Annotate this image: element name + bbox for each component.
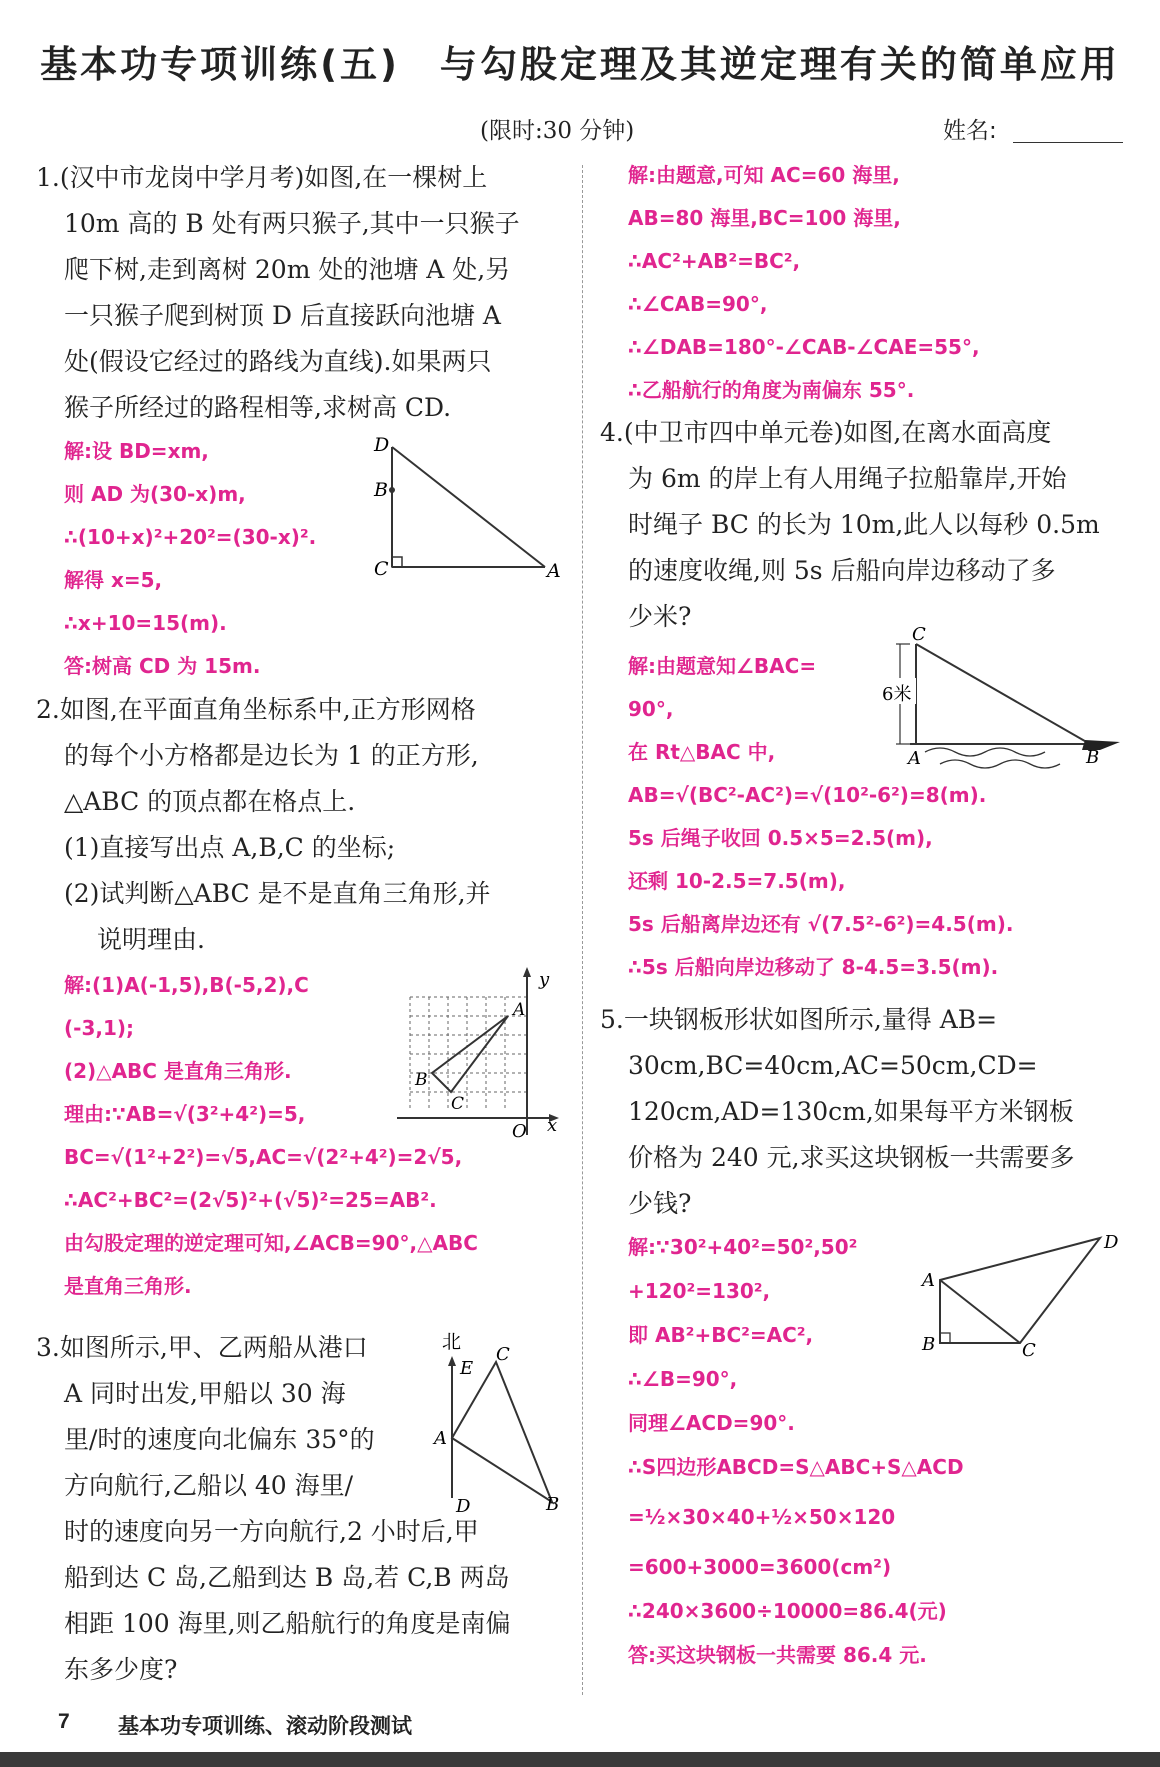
q2-label-x: x xyxy=(547,1115,558,1136)
q5-label-c: C xyxy=(1022,1340,1036,1358)
q2-solution: 解:(1)A(-1,5),B(-5,2),C (-3,1); (2)△ABC 是直角三角形. 理由:∵AB=√(3²+4²)=5, BC=√(1²+2²)=√5,AC=√(2²+4²)=2√5, ∴AC²+BC²=(2√5)²+(√5)²=25=AB². 由勾股定理的逆定理可知,∠ACB=90°,△ABC 是直角三角形. xyxy=(64,973,478,1298)
bottom-bar xyxy=(0,1752,1160,1767)
footer-title: 基本功专项训练、滚动阶段测试 xyxy=(118,1714,412,1738)
q2-label-o: O xyxy=(512,1121,527,1140)
q1-label-d: D xyxy=(374,435,390,456)
q4-label-c: C xyxy=(912,624,926,645)
q1-solution: 解:设 BD=xm, 则 AD 为(30-x)m, ∴(10+x)²+20²=(30-x)². 解得 x=5, ∴x+10=15(m). 答:树高 CD 为 15m. xyxy=(64,439,317,678)
q2-label-y: y xyxy=(539,969,550,990)
column-divider xyxy=(582,165,583,1695)
q2-label-c: C xyxy=(451,1094,465,1114)
q3-label-north: 北 xyxy=(442,1331,462,1353)
q5-label-b: B xyxy=(922,1334,936,1355)
q3-label-e: E xyxy=(460,1358,474,1379)
q5-text: 5.一块钢板形状如图所示,量得 AB= 30cm,BC=40cm,AC=50cm,CD= 120cm,AD=130cm,如果每平方米钢板 价格为 240 元,求买这块钢板一共需要多 少钱? xyxy=(600,1005,1075,1218)
q5-figure xyxy=(920,1228,1130,1358)
q4-figure xyxy=(870,622,1130,772)
q1-label-b: B xyxy=(374,479,388,501)
time-limit: (限时:30 分钟) xyxy=(480,118,635,144)
q5-label-d: D xyxy=(1104,1232,1119,1253)
q3-figure xyxy=(430,1330,575,1520)
q4-label-height: 6米 xyxy=(882,684,912,705)
q4-label-a: A xyxy=(908,748,921,769)
q3-solution: 解:由题意,可知 AC=60 海里, AB=80 海里,BC=100 海里, ∴AC²+AB²=BC², ∴∠CAB=90°, ∴∠DAB=180°-∠CAB-∠CAE=55°, ∴乙船航行的角度为南偏东 55°. xyxy=(628,163,980,402)
page-title: 基本功专项训练(五) 与勾股定理及其逆定理有关的简单应用 xyxy=(40,43,1120,86)
q3-label-a: A xyxy=(434,1428,447,1449)
q3-text: 3.如图所示,甲、乙两船从港口 A 同时出发,甲船以 30 海 里/时的速度向北偏东 35°的 方向航行,乙船以 40 海里/ 时的速度向另一方向航行,2 小时后,甲 船到达 C 岛,乙船到达 B 岛,若 C,B 两岛 相距 100 海里,则乙船航行的角度是南偏 东多少度? xyxy=(36,1333,511,1684)
q3-label-d: D xyxy=(456,1496,471,1517)
q1-text: 1.(汉中市龙岗中学月考)如图,在一棵树上 10m 高的 B 处有两只猴子,其中一只猴子 爬下树,走到离树 20m 处的池塘 A 处,另 一只猴子爬到树顶 D 后直接跃向池塘 A 处(假设它经过的路线为直线).如果两只 猴子所经过的路程相等,求树高 CD. xyxy=(36,163,520,422)
q4-solution: 解:由题意知∠BAC= 90°, 在 Rt△BAC 中, AB=√(BC²-AC²)=√(10²-6²)=8(m). 5s 后绳子收回 0.5×5=2.5(m), 还剩 10-2.5=7.5(m), 5s 后船离岸边还有 √(7.5²-6²)=4.5(m). ∴5s 后船向岸边移动了 8-4.5=3.5(m). xyxy=(628,654,1014,979)
q1-figure xyxy=(370,435,570,585)
q5-label-a: A xyxy=(922,1270,935,1291)
page-number: 7 xyxy=(58,1710,70,1733)
q4-text: 4.(中卫市四中单元卷)如图,在离水面高度 为 6m 的岸上有人用绳子拉船靠岸,开始 时绳子 BC 的长为 10m,此人以每秒 0.5m 的速度收绳,则 5s 后船向岸边移动了多 少米? xyxy=(600,418,1100,631)
name-label: 姓名: xyxy=(943,118,997,144)
name-input-line[interactable] xyxy=(1013,142,1123,143)
q5-solution: 解:∵30²+40²=50²,50² +120²=130², 即 AB²+BC²=AC², ∴∠B=90°, 同理∠ACD=90°. ∴S四边形ABCD=S△ABC+S△ACD =½×30×40+½×50×120 =600+3000=3600(cm²) ∴240×3600÷10000=86.4(元) 答:买这块钢板一共需要 86.4 元. xyxy=(628,1235,964,1667)
q1-label-a: A xyxy=(547,560,561,582)
q2-figure xyxy=(395,965,565,1140)
q2-label-a: A xyxy=(513,1000,526,1020)
q2-text: 2.如图,在平面直角坐标系中,正方形网格 的每个小方格都是边长为 1 的正方形, △ABC 的顶点都在格点上. (1)直接写出点 A,B,C 的坐标; (2)试判断△ABC 是不是直角三角形,并 说明理由. xyxy=(36,695,491,954)
q3-label-c: C xyxy=(496,1344,510,1365)
q4-label-b: B xyxy=(1086,747,1100,768)
q1-label-c: C xyxy=(374,558,389,580)
q3-label-b: B xyxy=(546,1494,560,1515)
q2-label-b: B xyxy=(415,1070,428,1090)
